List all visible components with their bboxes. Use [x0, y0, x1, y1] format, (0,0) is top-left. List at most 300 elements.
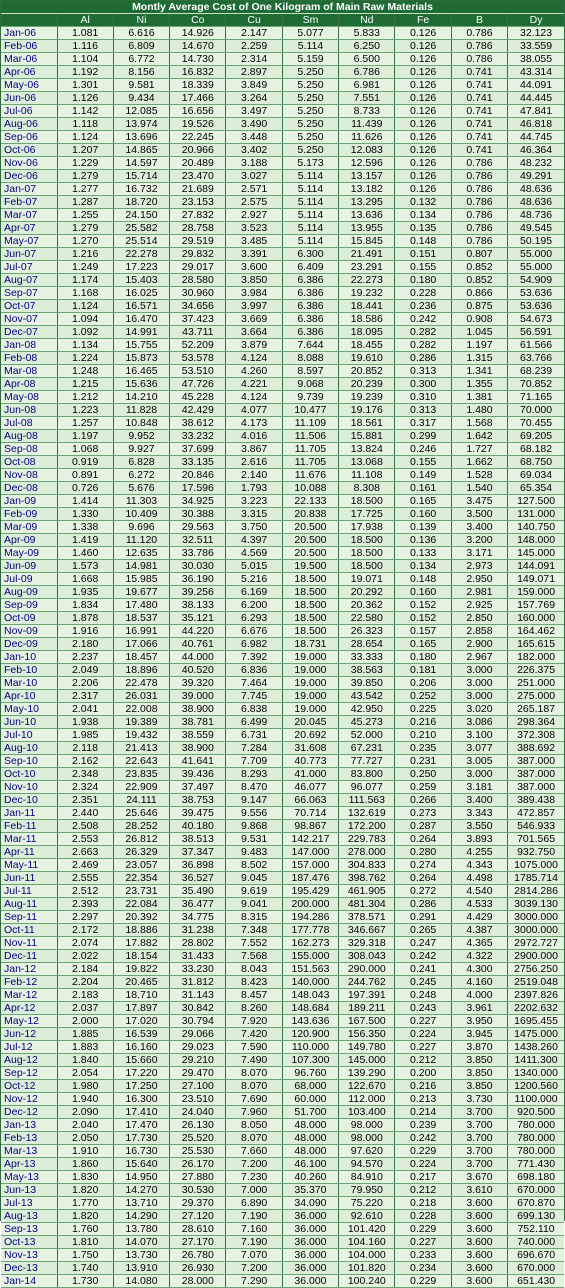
table-body — [1, 27, 564, 1288]
value-cell-b: 3.000 — [451, 677, 507, 690]
value-cell-cu: 2.140 — [226, 469, 282, 482]
value-cell-b: 4.343 — [451, 859, 507, 872]
value-cell-co: 31.143 — [170, 989, 226, 1002]
value-cell-fe: 0.231 — [395, 755, 451, 768]
value-cell-sm: 5.250 — [282, 118, 338, 131]
value-cell-al: 2.050 — [57, 1132, 113, 1145]
value-cell-dy: 387.000 — [508, 768, 564, 781]
value-cell-co: 40.520 — [170, 664, 226, 677]
value-cell-fe: 0.151 — [395, 248, 451, 261]
value-cell-al: 1.573 — [57, 560, 113, 573]
value-cell-dy: 32.123 — [508, 27, 564, 40]
value-cell-dy: 2972.727 — [508, 937, 564, 950]
month-cell: Nov-06 — [1, 157, 57, 170]
value-cell-b: 3.870 — [451, 1041, 507, 1054]
month-cell: Oct-11 — [1, 924, 57, 937]
value-cell-dy: 48.636 — [508, 196, 564, 209]
value-cell-ni: 16.470 — [113, 313, 169, 326]
month-cell: Jan-06 — [1, 27, 57, 40]
value-cell-fe: 0.246 — [395, 443, 451, 456]
value-cell-ni: 14.070 — [113, 1236, 169, 1249]
value-cell-ni: 23.835 — [113, 768, 169, 781]
value-cell-b: 2.967 — [451, 651, 507, 664]
table-row — [1, 157, 564, 170]
table-row — [1, 1262, 564, 1275]
value-cell-fe: 0.274 — [395, 859, 451, 872]
value-cell-b: 0.807 — [451, 248, 507, 261]
value-cell-nd: 112.000 — [339, 1093, 395, 1106]
value-cell-sm: 10.477 — [282, 404, 338, 417]
table-row — [1, 118, 564, 131]
month-cell: Mar-13 — [1, 1145, 57, 1158]
month-cell: Jul-13 — [1, 1197, 57, 1210]
value-cell-co: 27.880 — [170, 1171, 226, 1184]
value-cell-nd: 244.762 — [339, 976, 395, 989]
value-cell-cu: 6.676 — [226, 625, 282, 638]
value-cell-cu: 4.016 — [226, 430, 282, 443]
value-cell-co: 39.436 — [170, 768, 226, 781]
month-cell: Apr-07 — [1, 222, 57, 235]
value-cell-ni: 17.220 — [113, 1067, 169, 1080]
value-cell-sm: 140.000 — [282, 976, 338, 989]
value-cell-ni: 5.676 — [113, 482, 169, 495]
value-cell-nd: 15.845 — [339, 235, 395, 248]
value-cell-fe: 0.126 — [395, 131, 451, 144]
value-cell-dy: 47.841 — [508, 105, 564, 118]
value-cell-cu: 8.293 — [226, 768, 282, 781]
value-cell-co: 24.040 — [170, 1106, 226, 1119]
value-cell-co: 36.898 — [170, 859, 226, 872]
value-cell-sm: 20.500 — [282, 547, 338, 560]
month-cell: Jul-09 — [1, 573, 57, 586]
value-cell-nd: 21.491 — [339, 248, 395, 261]
table-row — [1, 534, 564, 547]
value-cell-sm: 18.500 — [282, 573, 338, 586]
value-cell-fe: 0.210 — [395, 729, 451, 742]
value-cell-co: 45.228 — [170, 391, 226, 404]
value-cell-al: 1.885 — [57, 1028, 113, 1041]
value-cell-ni: 18.720 — [113, 196, 169, 209]
value-cell-b: 0.786 — [451, 157, 507, 170]
value-cell-al: 1.460 — [57, 547, 113, 560]
table-row — [1, 625, 564, 638]
month-cell: Oct-07 — [1, 300, 57, 313]
value-cell-ni: 17.730 — [113, 1132, 169, 1145]
value-cell-sm: 48.000 — [282, 1145, 338, 1158]
value-cell-al: 1.830 — [57, 1171, 113, 1184]
value-cell-fe: 0.181 — [395, 664, 451, 677]
table-row — [1, 105, 564, 118]
value-cell-cu: 7.709 — [226, 755, 282, 768]
value-cell-al: 1.730 — [57, 1275, 113, 1288]
value-cell-dy: 53.636 — [508, 300, 564, 313]
value-cell-al: 2.049 — [57, 664, 113, 677]
value-cell-co: 20.846 — [170, 469, 226, 482]
value-cell-co: 23.510 — [170, 1093, 226, 1106]
table-row — [1, 924, 564, 937]
value-cell-sm: 36.000 — [282, 1210, 338, 1223]
value-cell-dy: 670.000 — [508, 1184, 564, 1197]
value-cell-dy: 46.364 — [508, 144, 564, 157]
value-cell-ni: 20.465 — [113, 976, 169, 989]
value-cell-dy: 160.000 — [508, 612, 564, 625]
value-cell-cu: 2.147 — [226, 27, 282, 40]
value-cell-dy: 2397.826 — [508, 989, 564, 1002]
value-cell-al: 1.215 — [57, 378, 113, 391]
value-cell-co: 29.023 — [170, 1041, 226, 1054]
value-cell-al: 2.237 — [57, 651, 113, 664]
month-cell: Nov-10 — [1, 781, 57, 794]
raw-materials-cost-table — [1, 1, 564, 1288]
value-cell-fe: 0.160 — [395, 586, 451, 599]
value-cell-sm: 36.000 — [282, 1275, 338, 1288]
month-cell: Jan-13 — [1, 1119, 57, 1132]
value-cell-sm: 187.476 — [282, 872, 338, 885]
table-row — [1, 768, 564, 781]
table-row — [1, 430, 564, 443]
value-cell-b: 4.300 — [451, 963, 507, 976]
month-cell: Aug-06 — [1, 118, 57, 131]
value-cell-nd: 11.439 — [339, 118, 395, 131]
value-cell-fe: 0.148 — [395, 235, 451, 248]
value-cell-b: 0.741 — [451, 144, 507, 157]
value-cell-al: 1.197 — [57, 430, 113, 443]
value-cell-co: 29.832 — [170, 248, 226, 261]
value-cell-ni: 22.909 — [113, 781, 169, 794]
value-cell-sm: 200.000 — [282, 898, 338, 911]
value-cell-cu: 5.216 — [226, 573, 282, 586]
month-cell: Aug-13 — [1, 1210, 57, 1223]
table-row — [1, 196, 564, 209]
month-cell: Jul-06 — [1, 105, 57, 118]
value-cell-cu: 7.420 — [226, 1028, 282, 1041]
column-header-fe: Fe — [395, 14, 451, 27]
value-cell-fe: 0.126 — [395, 170, 451, 183]
month-cell: Oct-09 — [1, 612, 57, 625]
value-cell-dy: 33.559 — [508, 40, 564, 53]
month-cell: May-12 — [1, 1015, 57, 1028]
value-cell-co: 25.530 — [170, 1145, 226, 1158]
table-row — [1, 521, 564, 534]
value-cell-ni: 18.886 — [113, 924, 169, 937]
value-cell-b: 4.540 — [451, 885, 507, 898]
table-row — [1, 79, 564, 92]
value-cell-co: 23.153 — [170, 196, 226, 209]
month-cell: Jan-11 — [1, 807, 57, 820]
column-header-sm: Sm — [282, 14, 338, 27]
value-cell-sm: 20.500 — [282, 534, 338, 547]
value-cell-cu: 7.290 — [226, 1275, 282, 1288]
table-row — [1, 469, 564, 482]
month-cell: Mar-09 — [1, 521, 57, 534]
value-cell-nd: 19.610 — [339, 352, 395, 365]
month-cell: Feb-11 — [1, 820, 57, 833]
value-cell-co: 44.000 — [170, 651, 226, 664]
value-cell-cu: 4.173 — [226, 417, 282, 430]
value-cell-dy: 2814.286 — [508, 885, 564, 898]
value-cell-al: 2.555 — [57, 872, 113, 885]
value-cell-nd: 26.323 — [339, 625, 395, 638]
value-cell-fe: 0.139 — [395, 521, 451, 534]
value-cell-co: 28.758 — [170, 222, 226, 235]
value-cell-dy: 740.000 — [508, 1236, 564, 1249]
month-cell: Apr-13 — [1, 1158, 57, 1171]
value-cell-b: 1.568 — [451, 417, 507, 430]
value-cell-co: 28.580 — [170, 274, 226, 287]
value-cell-ni: 22.478 — [113, 677, 169, 690]
value-cell-fe: 0.126 — [395, 40, 451, 53]
table-row — [1, 638, 564, 651]
value-cell-al: 2.553 — [57, 833, 113, 846]
month-cell: Apr-08 — [1, 378, 57, 391]
value-cell-al: 1.212 — [57, 391, 113, 404]
table-row — [1, 391, 564, 404]
value-cell-ni: 13.910 — [113, 1262, 169, 1275]
value-cell-nd: 18.500 — [339, 534, 395, 547]
value-cell-dy: 44.091 — [508, 79, 564, 92]
month-cell: Apr-12 — [1, 1002, 57, 1015]
value-cell-b: 3.600 — [451, 1249, 507, 1262]
month-cell: May-11 — [1, 859, 57, 872]
value-cell-ni: 13.974 — [113, 118, 169, 131]
value-cell-al: 2.663 — [57, 846, 113, 859]
value-cell-al: 1.419 — [57, 534, 113, 547]
column-header-ni: Ni — [113, 14, 169, 27]
table-row — [1, 300, 564, 313]
value-cell-al: 1.216 — [57, 248, 113, 261]
value-cell-co: 37.423 — [170, 313, 226, 326]
value-cell-dy: 265.187 — [508, 703, 564, 716]
month-cell: Nov-13 — [1, 1249, 57, 1262]
value-cell-co: 42.429 — [170, 404, 226, 417]
value-cell-nd: 111.563 — [339, 794, 395, 807]
value-cell-fe: 0.272 — [395, 885, 451, 898]
value-cell-sm: 46.077 — [282, 781, 338, 794]
value-cell-sm: 6.300 — [282, 248, 338, 261]
value-cell-fe: 0.313 — [395, 404, 451, 417]
value-cell-dy: 1411.300 — [508, 1054, 564, 1067]
month-cell: Jan-12 — [1, 963, 57, 976]
value-cell-sm: 48.000 — [282, 1132, 338, 1145]
value-cell-co: 40.180 — [170, 820, 226, 833]
value-cell-ni: 17.020 — [113, 1015, 169, 1028]
value-cell-al: 2.348 — [57, 768, 113, 781]
value-cell-ni: 14.290 — [113, 1210, 169, 1223]
value-cell-al: 2.183 — [57, 989, 113, 1002]
value-cell-nd: 77.727 — [339, 755, 395, 768]
month-cell: Aug-12 — [1, 1054, 57, 1067]
month-cell: Oct-12 — [1, 1080, 57, 1093]
value-cell-ni: 14.210 — [113, 391, 169, 404]
table-row — [1, 573, 564, 586]
value-cell-fe: 0.155 — [395, 261, 451, 274]
value-cell-nd: 18.095 — [339, 326, 395, 339]
value-cell-b: 1.381 — [451, 391, 507, 404]
value-cell-dy: 699.130 — [508, 1210, 564, 1223]
month-cell: Apr-09 — [1, 534, 57, 547]
table-title: Montly Average Cost of One Kilogram of Main Raw Materials — [1, 1, 564, 14]
month-cell: Apr-10 — [1, 690, 57, 703]
table-row — [1, 287, 564, 300]
value-cell-fe: 0.212 — [395, 1184, 451, 1197]
value-cell-cu: 6.731 — [226, 729, 282, 742]
value-cell-fe: 0.229 — [395, 1223, 451, 1236]
value-cell-b: 3.171 — [451, 547, 507, 560]
value-cell-nd: 39.850 — [339, 677, 395, 690]
value-cell-b: 3.077 — [451, 742, 507, 755]
value-cell-b: 0.852 — [451, 261, 507, 274]
table-row — [1, 1132, 564, 1145]
value-cell-cu: 8.470 — [226, 781, 282, 794]
value-cell-cu: 8.502 — [226, 859, 282, 872]
value-cell-fe: 0.155 — [395, 456, 451, 469]
value-cell-cu: 3.867 — [226, 443, 282, 456]
value-cell-sm: 36.000 — [282, 1262, 338, 1275]
value-cell-cu: 4.260 — [226, 365, 282, 378]
value-cell-nd: 22.273 — [339, 274, 395, 287]
value-cell-dy: 48.232 — [508, 157, 564, 170]
table-row — [1, 365, 564, 378]
month-cell: Sep-12 — [1, 1067, 57, 1080]
value-cell-sm: 70.714 — [282, 807, 338, 820]
value-cell-ni: 19.822 — [113, 963, 169, 976]
value-cell-ni: 16.730 — [113, 1145, 169, 1158]
table-row — [1, 872, 564, 885]
value-cell-ni: 14.950 — [113, 1171, 169, 1184]
value-cell-cu: 3.984 — [226, 287, 282, 300]
value-cell-sm: 6.386 — [282, 274, 338, 287]
value-cell-co: 38.133 — [170, 599, 226, 612]
value-cell-dy: 3039.130 — [508, 898, 564, 911]
value-cell-al: 1.124 — [57, 300, 113, 313]
value-cell-b: 0.908 — [451, 313, 507, 326]
value-cell-b: 3.343 — [451, 807, 507, 820]
value-cell-al: 1.257 — [57, 417, 113, 430]
value-cell-co: 35.490 — [170, 885, 226, 898]
value-cell-dy: 69.205 — [508, 430, 564, 443]
table-row — [1, 495, 564, 508]
month-cell: Aug-08 — [1, 430, 57, 443]
value-cell-dy: 2900.000 — [508, 950, 564, 963]
value-cell-co: 29.563 — [170, 521, 226, 534]
value-cell-al: 1.834 — [57, 599, 113, 612]
value-cell-b: 3.475 — [451, 495, 507, 508]
value-cell-fe: 0.282 — [395, 339, 451, 352]
value-cell-fe: 0.126 — [395, 183, 451, 196]
value-cell-b: 2.850 — [451, 612, 507, 625]
table-row — [1, 1054, 564, 1067]
value-cell-sm: 6.386 — [282, 313, 338, 326]
month-cell: Mar-06 — [1, 53, 57, 66]
table-row — [1, 53, 564, 66]
value-cell-cu: 8.423 — [226, 976, 282, 989]
value-cell-cu: 6.499 — [226, 716, 282, 729]
value-cell-dy: 298.364 — [508, 716, 564, 729]
value-cell-fe: 0.264 — [395, 833, 451, 846]
month-cell: Feb-07 — [1, 196, 57, 209]
value-cell-nd: 378.571 — [339, 911, 395, 924]
value-cell-dy: 275.000 — [508, 690, 564, 703]
value-cell-sm: 5.077 — [282, 27, 338, 40]
value-cell-dy: 149.071 — [508, 573, 564, 586]
value-cell-fe: 0.134 — [395, 209, 451, 222]
value-cell-fe: 0.273 — [395, 807, 451, 820]
value-cell-co: 17.596 — [170, 482, 226, 495]
value-cell-b: 3.850 — [451, 1067, 507, 1080]
value-cell-co: 29.519 — [170, 235, 226, 248]
value-cell-b: 3.700 — [451, 1132, 507, 1145]
value-cell-sm: 8.088 — [282, 352, 338, 365]
table-row — [1, 859, 564, 872]
value-cell-al: 2.162 — [57, 755, 113, 768]
value-cell-dy: 1438.260 — [508, 1041, 564, 1054]
value-cell-sm: 40.773 — [282, 755, 338, 768]
value-cell-nd: 19.071 — [339, 573, 395, 586]
value-cell-co: 36.477 — [170, 898, 226, 911]
value-cell-al: 1.910 — [57, 1145, 113, 1158]
month-cell: Jun-07 — [1, 248, 57, 261]
value-cell-al: 1.116 — [57, 40, 113, 53]
value-cell-b: 4.533 — [451, 898, 507, 911]
value-cell-dy: 387.000 — [508, 781, 564, 794]
table-row — [1, 963, 564, 976]
value-cell-cu: 3.027 — [226, 170, 282, 183]
value-cell-cu: 9.868 — [226, 820, 282, 833]
value-cell-fe: 0.239 — [395, 1119, 451, 1132]
month-cell: Jan-09 — [1, 495, 57, 508]
value-cell-fe: 0.224 — [395, 1028, 451, 1041]
value-cell-nd: 18.500 — [339, 560, 395, 573]
table-row — [1, 612, 564, 625]
table-row — [1, 248, 564, 261]
value-cell-dy: 1695.455 — [508, 1015, 564, 1028]
value-cell-al: 2.090 — [57, 1106, 113, 1119]
table-row — [1, 1093, 564, 1106]
value-cell-b: 3.200 — [451, 534, 507, 547]
table-row — [1, 703, 564, 716]
value-cell-al: 1.277 — [57, 183, 113, 196]
value-cell-co: 30.960 — [170, 287, 226, 300]
value-cell-co: 31.812 — [170, 976, 226, 989]
value-cell-ni: 17.470 — [113, 1119, 169, 1132]
value-cell-sm: 142.217 — [282, 833, 338, 846]
value-cell-b: 0.786 — [451, 53, 507, 66]
value-cell-ni: 12.085 — [113, 105, 169, 118]
value-cell-al: 2.469 — [57, 859, 113, 872]
value-cell-fe: 0.206 — [395, 677, 451, 690]
value-cell-cu: 8.070 — [226, 1132, 282, 1145]
value-cell-nd: 101.820 — [339, 1262, 395, 1275]
value-cell-fe: 0.135 — [395, 222, 451, 235]
table-row — [1, 1041, 564, 1054]
value-cell-fe: 0.126 — [395, 53, 451, 66]
value-cell-ni: 26.329 — [113, 846, 169, 859]
value-cell-sm: 5.114 — [282, 170, 338, 183]
value-cell-al: 1.840 — [57, 1054, 113, 1067]
table-row — [1, 833, 564, 846]
value-cell-co: 38.513 — [170, 833, 226, 846]
value-cell-ni: 6.809 — [113, 40, 169, 53]
value-cell-ni: 16.732 — [113, 183, 169, 196]
value-cell-b: 0.786 — [451, 40, 507, 53]
value-cell-cu: 7.200 — [226, 1158, 282, 1171]
value-cell-ni: 9.581 — [113, 79, 169, 92]
table-row — [1, 27, 564, 40]
value-cell-nd: 103.400 — [339, 1106, 395, 1119]
value-cell-fe: 0.165 — [395, 638, 451, 651]
value-cell-sm: 51.700 — [282, 1106, 338, 1119]
value-cell-ni: 19.677 — [113, 586, 169, 599]
